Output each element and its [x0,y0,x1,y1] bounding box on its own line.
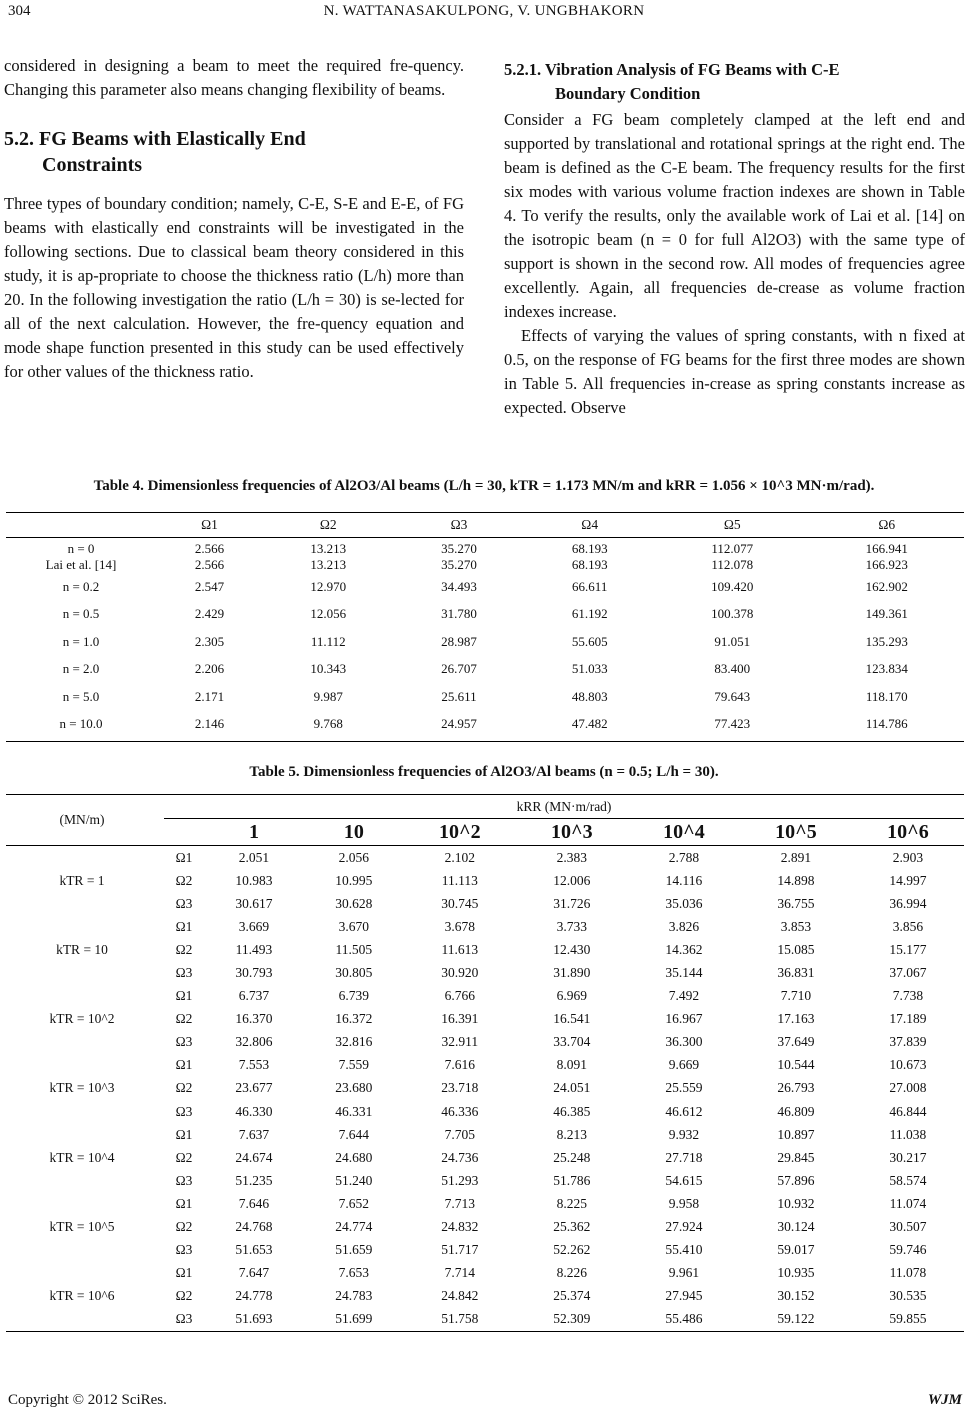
table-5-cell: 11.038 [889,1126,927,1142]
table-4-cell: 13.213 [310,557,347,572]
table-5-cell: 51.758 [404,1308,516,1332]
table-4-cell: 61.192 [571,606,608,622]
table-5-cell: 30.920 [441,965,479,981]
table-5-cell: 10.544 [777,1057,815,1073]
table-4-header-cell: Ω1 [156,513,263,538]
table-5-mode: Ω2 [175,1288,193,1304]
table-5-cell: 35.036 [665,895,703,911]
table-row [6,846,964,870]
table-4-cell: 2.566 [194,557,225,572]
table-5-mode: Ω3 [164,1308,204,1332]
table-5-cell: 37.067 [889,965,927,981]
table-row [6,538,964,558]
table-5-cell: 3.678 [444,918,476,934]
table-4-cell: 2.429 [194,606,225,622]
table-5-mode: Ω1 [175,1126,193,1142]
table-5-cell: 36.994 [889,895,927,911]
table-5-cell: 7.637 [238,1126,270,1142]
table-4-cell: 149.361 [865,606,908,622]
table-5-cell: 32.806 [235,1034,273,1050]
table-5-mode: Ω2 [175,1080,193,1096]
table-5-cell: 7.710 [780,988,812,1004]
table-4-row-label: n = 2.0 [62,661,100,677]
table-5-cell: 10.673 [889,1057,927,1073]
table-5-ktr-label: kTR = 10^5 [49,1219,115,1235]
table-5-cell: 32.911 [441,1034,479,1050]
table-5-cell: 23.677 [235,1080,273,1096]
table-4-cell: 100.378 [711,606,754,622]
table-5-ktr-unit: (MN/m) [6,795,158,846]
table-4-cell: 68.193 [571,541,608,556]
table-row [6,628,964,656]
table-5-cell: 3.826 [668,918,700,934]
table-5-cell: 51.717 [441,1242,479,1258]
table-5-ktr-label: kTR = 10^3 [49,1080,115,1096]
table-5-mode: Ω1 [175,988,193,1004]
table-5-mode: Ω3 [175,1172,193,1188]
table-5-cell: 14.362 [665,941,703,957]
table-5-cell: 59.746 [889,1242,927,1258]
table-5-cell: 27.008 [889,1080,927,1096]
table-4-cell: 28.987 [441,633,477,649]
table-5-cell: 7.713 [444,1195,476,1211]
table-5-cell: 30.152 [777,1288,815,1304]
table-4-cell: 47.482 [524,711,655,742]
table-5-cell: 8.225 [556,1195,588,1211]
table-5-cell: 36.300 [665,1034,703,1050]
table-5-cell: 2.891 [780,849,812,865]
table-4-cell: 2.146 [156,711,263,742]
table-5-cell: 30.535 [889,1288,927,1304]
table-4-cell: 135.293 [865,633,908,649]
table-5-cell: 10.897 [777,1126,815,1142]
table-4-cell: 9.987 [313,688,343,704]
right-column [504,58,965,420]
running-authors: N. WATTANASAKULPONG, V. UNGBHAKORN [323,3,645,19]
table-5-cell: 24.783 [335,1288,373,1304]
table-5 [6,794,964,1332]
table-5-cell: 10.983 [235,872,273,888]
table-5-krr-value: 10 [304,819,404,846]
table-5-cell: 11.074 [889,1195,927,1211]
table-5-cell: 37.839 [889,1034,927,1050]
table-4 [6,512,964,742]
table-5-mode: Ω3 [175,965,193,981]
page-number: 304 [8,3,31,19]
table-5-cell: 8.213 [556,1126,588,1142]
table-4-cell: 123.834 [865,661,908,677]
table-4-header-row [6,513,964,538]
table-4-row-label: n = 10.0 [6,711,156,742]
table-5-cell: 7.644 [338,1126,370,1142]
table-row [6,711,964,742]
table-5-cell: 30.793 [235,965,273,981]
table-row [6,1054,964,1077]
table-4-cell: 12.056 [310,606,347,622]
table-5-cell: 23.680 [335,1080,373,1096]
table-5-cell: 7.738 [892,988,924,1004]
table-5-cell: 59.017 [777,1242,815,1258]
table-4-cell: 9.768 [263,711,394,742]
table-5-cell: 15.085 [777,941,815,957]
left-para-1: considered in designing a beam to meet the required fre-quency. Changing this parameter also means changing flexibility of beams. [4,56,464,99]
table-5-mode: Ω1 [175,1265,193,1281]
table-4-header-cell: Ω4 [524,513,655,538]
table-row [6,656,964,684]
table-5-cell: 6.739 [338,988,370,1004]
table-5-cell: 3.733 [556,918,588,934]
table-5-ktr-label: kTR = 10 [56,941,108,957]
table-4-row-label: Lai et al. [14] [45,557,117,572]
table-5-cell: 9.961 [668,1265,700,1281]
table-5-krr-value: 10^4 [628,819,740,846]
table-4-cell: 51.033 [571,661,608,677]
table-5-cell: 25.374 [553,1288,591,1304]
table-5-cell: 7.559 [338,1057,370,1073]
table-5-cell: 17.189 [889,1011,927,1027]
table-5-ktr-label: kTR = 10^2 [49,1011,115,1027]
table-5-cell: 30.745 [441,895,479,911]
table-5-mode: Ω1 [175,1195,193,1211]
table-row [6,985,964,1008]
table-5-krr-value: 10^6 [852,819,964,846]
table-row [6,1192,964,1215]
table-5-ktr-label: kTR = 10^4 [49,1149,115,1165]
table-5-cell: 30.617 [235,895,273,911]
table-4-row-label: n = 0.2 [62,578,100,594]
table-5-cell: 30.805 [335,965,373,981]
table-row [6,573,964,601]
table-5-cell: 46.385 [553,1103,591,1119]
table-4-header-cell: Ω6 [810,513,964,538]
table-5-cell: 9.669 [668,1057,700,1073]
table-4-cell: 118.170 [865,688,908,704]
table-5-cell: 24.778 [235,1288,273,1304]
table-5-cell: 14.116 [665,872,703,888]
section-heading-5-2-1-line2: Boundary Condition [555,84,701,103]
table-5-cell: 46.331 [335,1103,373,1119]
table-5-cell: 16.541 [553,1011,591,1027]
table-5-cell: 30.628 [335,895,373,911]
table-5-cell: 7.714 [444,1265,476,1281]
section-heading-5-2 [4,126,464,178]
table-5-cell: 12.430 [553,941,591,957]
table-5-mode: Ω1 [175,918,193,934]
table-5-cell: 8.091 [556,1057,588,1073]
table-5-cell: 24.680 [335,1149,373,1165]
right-para-1: Consider a FG beam completely clamped at the left end and supported by translational and rotational springs at the right end. The beam is defined as the C-E beam. The frequency results for the first six modes with various volume fraction indexes are shown in Table 4. To verify the results, only the available work of Lai et al. [14] on the isotropic beam (n = 0 for full Al2O3) with the same type of support is shown in the second row. All modes of frequencies agree excellently. Again, all frequencies de-crease as volume fraction indexes increase. [504,110,965,321]
table-5-cell: 25.248 [553,1149,591,1165]
table-5-cell: 51.293 [441,1172,479,1188]
table-4-cell: 12.970 [310,578,347,594]
table-5-cell: 3.669 [238,918,270,934]
table-5-cell: 54.615 [665,1172,703,1188]
table-5-mode: Ω2 [175,1219,193,1235]
table-5-cell: 46.336 [441,1103,479,1119]
table-5-mode: Ω2 [175,941,193,957]
table-5-cell: 2.788 [668,849,700,865]
section-heading-5-2-line2: Constraints [42,154,143,176]
table-5-cell: 46.612 [665,1103,703,1119]
table-5-cell: 17.163 [777,1011,815,1027]
table-5-cell: 25.559 [665,1080,703,1096]
table-4-cell: 166.923 [865,557,908,572]
table-5-cell: 31.890 [553,965,591,981]
table-5-cell: 10.995 [335,872,373,888]
table-row [6,683,964,711]
section-heading-5-2-1-line1: 5.2.1. Vibration Analysis of FG Beams with C-E [504,60,840,79]
table-4-header-cell: Ω2 [263,513,394,538]
table-5-cell: 6.969 [556,988,588,1004]
table-4-cell: 35.270 [441,541,477,556]
table-5-mode: Ω1 [175,849,193,865]
table-5-cell: 14.997 [889,872,927,888]
table-5-cell: 58.574 [889,1172,927,1188]
table-5-cell: 23.718 [441,1080,479,1096]
table-4-caption: Table 4. Dimensionless frequencies of Al2O3/Al beams (L/h = 30, kTR = 1.173 MN/m and kRR = 1.056 × 10^3 MN·m/rad). [93,478,875,494]
table-4-cell: 2.206 [194,661,225,677]
table-5-cell: 51.699 [304,1308,404,1332]
table-5-cell: 59.122 [740,1308,852,1332]
table-5-ktr-label: kTR = 1 [59,872,105,888]
table-5-cell: 52.309 [516,1308,628,1332]
table-5-cell: 27.924 [665,1219,703,1235]
table-4-row-label: n = 0 [67,541,95,556]
table-5-cell: 3.853 [780,918,812,934]
table-4-cell: 79.643 [714,688,751,704]
table-5-cell: 6.766 [444,988,476,1004]
table-5-cell: 7.705 [444,1126,476,1142]
table-5-cell: 16.370 [235,1011,273,1027]
table-5-cell: 7.647 [238,1265,270,1281]
table-4-cell: 13.213 [310,541,347,556]
table-5-cell: 26.793 [777,1080,815,1096]
table-4-cell: 24.957 [394,711,525,742]
table-5-cell: 9.932 [668,1126,700,1142]
table-4-header-cell: Ω5 [655,513,809,538]
table-5-cell: 36.831 [777,965,815,981]
table-5-mode: Ω3 [175,1242,193,1258]
left-para-2: Three types of boundary condition; namely, C-E, S-E and E-E, of FG beams with elastically end constraints will be investigated in the following sections. Due to classical beam theory considered in this study, it is ap-propriate to choose the thickness ratio (L/h) more than 20. In the following investigation the ratio (L/h = 30) is se-lected for all of the next calculation. However, the fre-quency equation and mode shape function presented in this study can be used effectively for other values of the thickness ratio. [4,194,464,381]
table-4-row-label: n = 0.5 [62,606,100,622]
table-5-cell: 24.774 [335,1219,373,1235]
table-5-mode-header [164,819,204,846]
table-5-cell: 2.383 [556,849,588,865]
table-5-cell: 24.736 [441,1149,479,1165]
table-5-cell: 30.124 [777,1219,815,1235]
table-4-corner [6,513,156,538]
right-para-2: Effects of varying the values of spring constants, with n fixed at 0.5, on the response of FG beams for the first three modes are shown in Table 5. All frequencies in-crease as spring constants increase as expected. Observe [504,326,965,417]
table-5-cell: 15.177 [889,941,927,957]
table-5-krr-value: 10^3 [516,819,628,846]
table-5-cell: 7.653 [338,1265,370,1281]
table-5-cell: 2.903 [892,849,924,865]
table-4-cell: 34.493 [441,578,477,594]
table-5-mode: Ω2 [175,872,193,888]
table-5-mode: Ω2 [175,1149,193,1165]
table-5-cell: 25.362 [553,1219,591,1235]
table-5-cell: 6.737 [238,988,270,1004]
table-4-cell: 166.941 [865,541,908,556]
table-4-cell: 2.305 [194,633,225,649]
table-row [6,915,964,938]
table-4-cell: 112.077 [711,541,754,556]
left-column [4,54,464,384]
table-5-cell: 59.855 [852,1308,964,1332]
table-5-cell: 27.945 [665,1288,703,1304]
table-5-cell: 10.932 [777,1195,815,1211]
table-5-cell: 24.051 [553,1080,591,1096]
table-5-krr-header: kRR (MN·m/rad) [164,795,964,819]
table-4-row-label: n = 5.0 [62,688,100,704]
table-5-cell: 37.649 [777,1034,815,1050]
table-5-cell: 24.674 [235,1149,273,1165]
table-5-cell: 31.726 [553,895,591,911]
table-5-cell: 7.646 [238,1195,270,1211]
table-5-cell: 16.372 [335,1011,373,1027]
table-4-cell: 11.112 [310,633,346,649]
table-5-cell: 55.486 [628,1308,740,1332]
table-5-cell: 7.652 [338,1195,370,1211]
table-row [6,601,964,629]
table-4-cell: 25.611 [441,688,477,704]
table-4-cell: 109.420 [711,578,754,594]
table-5-cell: 7.553 [238,1057,270,1073]
table-4-cell: 91.051 [714,633,751,649]
table-5-caption: Table 5. Dimensionless frequencies of Al2O3/Al beams (n = 0.5; L/h = 30). [249,764,719,780]
table-5-mode: Ω3 [175,1103,193,1119]
table-4-cell: 114.786 [810,711,964,742]
table-4-cell: 68.193 [571,557,608,572]
table-5-cell: 51.786 [553,1172,591,1188]
table-5-cell: 29.845 [777,1149,815,1165]
page-header [0,0,968,26]
table-5-ktr-label: kTR = 10^6 [6,1262,158,1332]
table-5-cell: 30.217 [889,1149,927,1165]
table-5-cell: 7.492 [668,988,700,1004]
table-5-cell: 10.935 [777,1265,815,1281]
table-4-cell: 83.400 [714,661,751,677]
copyright-notice: Copyright © 2012 SciRes. [8,1392,167,1408]
section-heading-5-2-1 [504,58,965,106]
table-5-cell: 11.493 [235,941,273,957]
table-5-cell: 33.704 [553,1034,591,1050]
table-5-cell: 46.844 [889,1103,927,1119]
table-4-cell: 48.803 [571,688,608,704]
table-5-cell: 32.816 [335,1034,373,1050]
table-5-mode: Ω2 [175,1011,193,1027]
table-5-cell: 55.410 [665,1242,703,1258]
table-5-cell: 9.958 [668,1195,700,1211]
table-4-cell: 77.423 [655,711,809,742]
table-5-cell: 11.613 [441,941,479,957]
table-5-krr-value: 10^5 [740,819,852,846]
table-4-cell: 2.547 [194,578,225,594]
section-heading-5-2-line1: 5.2. FG Beams with Elastically End [4,128,306,150]
table-4-cell: 26.707 [441,661,477,677]
table-5-cell: 35.144 [665,965,703,981]
table-5-cell: 3.670 [338,918,370,934]
table-row [6,1123,964,1146]
table-5-cell: 51.235 [235,1172,273,1188]
table-5-krr-value: 10^2 [404,819,516,846]
table-5-cell: 36.755 [777,895,815,911]
table-4-cell: 112.078 [711,557,754,572]
table-4-cell: 55.605 [571,633,608,649]
table-4-row-label: n = 1.0 [62,633,100,649]
table-5-cell: 16.391 [441,1011,479,1027]
table-4-header-cell: Ω3 [394,513,525,538]
table-5-cell: 52.262 [553,1242,591,1258]
table-5-cell: 2.056 [338,849,370,865]
table-5-cell: 11.113 [441,872,478,888]
table-5-cell: 51.653 [235,1242,273,1258]
table-5-cell: 57.896 [777,1172,815,1188]
table-row [6,1262,964,1285]
table-4-cell: 2.171 [194,688,225,704]
table-5-krr-value: 1 [204,819,304,846]
table-5-cell: 7.616 [444,1057,476,1073]
table-5-cell: 11.505 [335,941,373,957]
table-5-cell: 2.102 [444,849,476,865]
table-5-cell: 51.240 [335,1172,373,1188]
table-5-cell: 24.842 [441,1288,479,1304]
table-5-cell: 24.832 [441,1219,479,1235]
table-5-cell: 2.051 [238,849,270,865]
table-5-header-row-1 [6,795,964,819]
table-4-cell: 31.780 [441,606,477,622]
table-5-cell: 27.718 [665,1149,703,1165]
table-5-mode: Ω3 [175,1034,193,1050]
table-4-cell: 10.343 [310,661,347,677]
table-5-cell: 12.006 [553,872,591,888]
table-5-cell: 24.768 [235,1219,273,1235]
table-5-mode: Ω3 [175,895,193,911]
table-5-cell: 51.693 [204,1308,304,1332]
table-row [6,557,964,573]
table-4-cell: 66.611 [572,578,608,594]
table-5-cell: 51.659 [335,1242,373,1258]
table-5-cell: 11.078 [889,1265,927,1281]
table-4-cell: 2.566 [194,541,225,556]
table-5-cell: 46.330 [235,1103,273,1119]
table-5-cell: 8.226 [556,1265,588,1281]
table-5-mode: Ω1 [175,1057,193,1073]
journal-abbrev: WJM [927,1392,962,1408]
table-5-cell: 16.967 [665,1011,703,1027]
table-5-cell: 30.507 [889,1219,927,1235]
table-4-cell: 35.270 [441,557,477,572]
table-5-cell: 3.856 [892,918,924,934]
table-5-cell: 46.809 [777,1103,815,1119]
table-5-cell: 14.898 [777,872,815,888]
table-4-cell: 162.902 [865,578,908,594]
